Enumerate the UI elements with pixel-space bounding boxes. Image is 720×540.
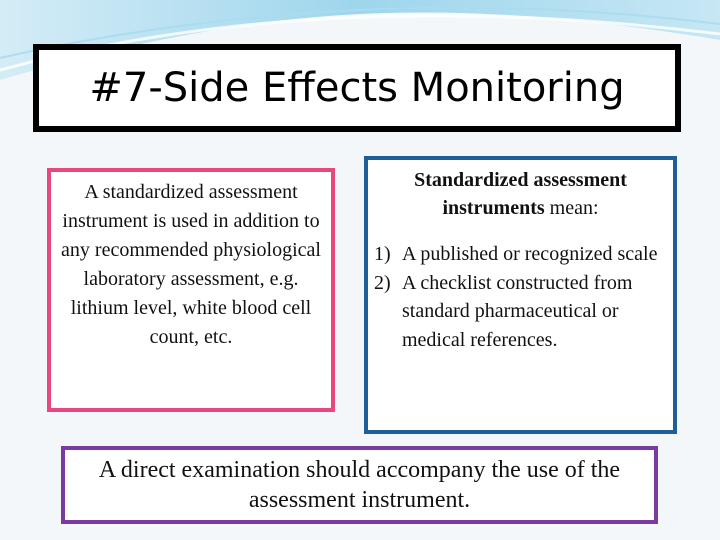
list-item-number: 2) xyxy=(374,271,391,294)
left-text-box xyxy=(47,168,335,412)
bottom-text-box xyxy=(61,446,658,524)
slide-title: #7-Side Effects Monitoring xyxy=(89,65,625,111)
right-heading-bold: Standardized assessment instruments xyxy=(414,169,627,219)
right-box-heading xyxy=(374,166,667,222)
list-item-text: A checklist constructed from standard pharmaceutical or medical references. xyxy=(402,271,633,351)
list-item-number: 1) xyxy=(374,243,391,265)
title-box xyxy=(33,44,681,132)
left-box-text: A standardized assessment instrument is used in addition to any recommended physiological laboratory assessment, e.g. lithium level, white blood cell count, etc. xyxy=(61,181,321,348)
list-item xyxy=(374,269,667,355)
bottom-box-text: A direct examination should accompany the use of the assessment instrument. xyxy=(98,457,621,513)
instrument-list xyxy=(374,240,667,354)
right-heading-rest: mean: xyxy=(544,197,599,219)
list-item-text: A published or recognized scale xyxy=(402,243,658,265)
list-item xyxy=(374,240,667,269)
right-text-box xyxy=(364,156,677,434)
